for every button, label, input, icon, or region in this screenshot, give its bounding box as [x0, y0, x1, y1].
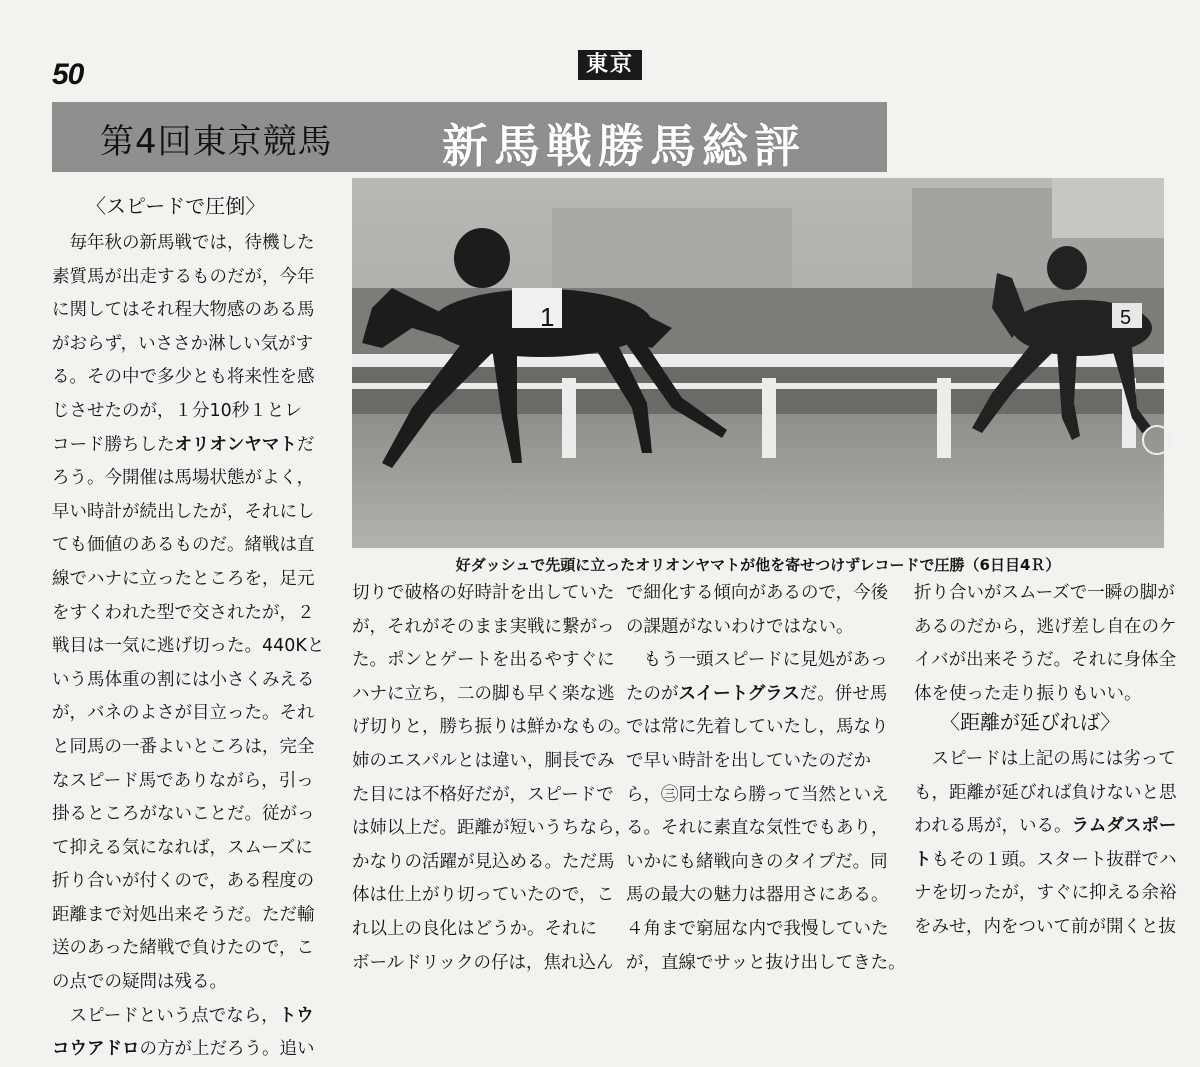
article-line: が，それがそのまま実戦に繋がっ [352, 616, 615, 637]
article-line: 早い時計が続出したが，それにし [52, 501, 315, 522]
article-line: 姉のエスパルとは違い，胴長でみ [352, 750, 615, 771]
article-line: がおらず，いささか淋しい気がす [52, 333, 314, 354]
article-line: もう一頭スピードに見処があっ [643, 650, 888, 671]
title-sub: 第4回東京競馬 [100, 122, 333, 162]
article-line: いかにも緒戦向きのタイプだ。同 [626, 851, 888, 872]
text-run: だ。併せ馬 [799, 683, 888, 704]
horse-name: トウ [278, 1005, 314, 1026]
article-line: 体は仕上がり切っていたので，こ [352, 885, 615, 906]
article-line: かなりの活躍が見込める。ただ馬 [352, 851, 615, 872]
article-line: た目には不格好だが，スピードで [352, 784, 614, 805]
race-photo [352, 178, 1164, 548]
article-line: が，直線でサッと抜け出してきた。 [626, 952, 906, 973]
article-line: の課題がないわけではない。 [626, 616, 854, 637]
article-column-1 [52, 227, 344, 1060]
article-line: る。それに素直な気性でもあり， [626, 818, 889, 839]
article-line: 馬の最大の魅力は器用さにある。 [626, 885, 889, 906]
article-line: れ以上の良化はどうか。それに [352, 918, 597, 939]
article-line: 掛るところがないことだ。従がっ [52, 804, 315, 825]
article-line: 折り合いがスムーズで一瞬の脚が [914, 583, 1175, 603]
article-line: スピードは上記の馬には劣って [931, 749, 1176, 769]
article-line: が，バネのよさが目立った。それ [52, 703, 315, 724]
article-column-4-bottom [914, 743, 1177, 937]
article-line: に関してはそれ程大物感のある馬 [52, 300, 315, 321]
article-column-4-top [914, 577, 1177, 707]
article-line: 切りで破格の好時計を出していた [352, 583, 615, 603]
text-run: われる馬が，いる。 [914, 816, 1072, 837]
article-line: をみせ，内をついて前が開くと抜 [914, 916, 1176, 937]
horse-name: ト [914, 849, 932, 870]
article-line: 折り合いが付くので，ある程度の [52, 871, 315, 892]
title-main: 新馬戦勝馬総評 [442, 119, 806, 173]
article-line: あるのだから，逃げ差し自在のケ [914, 616, 1177, 637]
article-line [52, 429, 344, 463]
horse-name: ラムダスポー [1071, 816, 1177, 837]
text-run: コード勝ちした [52, 434, 175, 455]
article-line: いう馬体重の割には小さくみえる [52, 669, 315, 690]
text-run: スピードという点でなら， [69, 1005, 279, 1026]
text-run: たのが [626, 683, 679, 704]
article-line [914, 844, 1177, 878]
article-line: る。その中で多少とも将来性を感 [52, 367, 315, 388]
article-column-3 [626, 577, 906, 973]
article-line: 戦目は一気に逃げ切った。440Kと [52, 636, 325, 657]
article-line: ボールドリックの仔は，焦れ込ん [352, 952, 614, 973]
text-run: もその１頭。スタート抜群でハ [931, 849, 1177, 870]
article-line: も，距離が延びれば負けないと思 [914, 782, 1177, 803]
article-line: 線でハナに立ったところを，足元 [52, 568, 315, 589]
horse-name: スイートグラス [678, 683, 800, 704]
article-line: で早い時計を出していたのだか [626, 750, 871, 771]
article-line: の点での疑問は残る。 [52, 972, 227, 993]
article-line: げ切りと，勝ち振りは鮮かなもの。 [352, 717, 632, 738]
article-line [914, 810, 1177, 844]
subhead-speed: 〈スピードで圧倒〉 [86, 194, 266, 218]
article-line: では常に先着していたし，馬なり [626, 717, 889, 738]
text-run: だ [296, 434, 315, 455]
horse-name: コウアドロ [52, 1039, 140, 1060]
article-line: ハナに立ち，二の脚も早く楽な逃 [352, 683, 615, 704]
article-line [626, 678, 888, 712]
article-line: ４角まで窮屈な内で我慢していた [626, 918, 889, 939]
saddle-cloth-number-2: 5 [1120, 307, 1132, 329]
article-line: 距離まで対処出来そうだ。ただ輸 [52, 904, 315, 925]
article-line: 毎年秋の新馬戦では，待機した [69, 233, 315, 253]
article-line: 送のあった緒戦で負けたので，こ [52, 938, 314, 959]
article-line: ても価値のあるものだ。緒戦は直 [52, 535, 315, 556]
article-line: イバが出来そうだ。それに身体全 [914, 650, 1177, 671]
article-line: ナを切ったが，すぐに抑える余裕 [914, 883, 1177, 904]
title-banner [52, 102, 887, 172]
article-column-2 [352, 577, 632, 973]
article-line: をすくわれた型で交されたが，２ [52, 602, 315, 623]
page-number: 50 [52, 58, 84, 91]
photo-caption: 好ダッシュで先頭に立ったオリオンヤマトが他を寄せつけずレコードで圧勝（6日目4Ｒ） [455, 556, 1061, 574]
article-line: ろう。今開催は馬場状態がよく， [52, 468, 315, 489]
article-line: と同馬の一番よいところは，完全 [52, 736, 315, 757]
article-line: て抑える気になれば，スムーズに [52, 837, 313, 858]
saddle-cloth-number-1: 1 [540, 302, 555, 332]
article-line: じさせたのが，１分10秒１とレ [52, 400, 302, 421]
text-run: の方が上だろう。追い [139, 1039, 315, 1060]
article-line: は姉以上だ。距離が短いうちなら， [352, 818, 632, 839]
article-line [52, 1033, 344, 1067]
section-tag: 東京 [578, 50, 642, 80]
subhead-distance: 〈距離が延びれば〉 [940, 710, 1121, 734]
article-line: なスピード馬でありながら，引っ [52, 770, 314, 791]
article-line: 素質馬が出走するものだが，今年 [52, 266, 315, 287]
horse-name: オリオンヤマト [174, 434, 297, 455]
article-line: で細化する傾向があるので，今後 [626, 583, 889, 603]
article-line: ら，㊂同士なら勝って当然といえ [626, 784, 889, 805]
article-line [52, 1000, 344, 1034]
article-line: た。ポンとゲートを出るやすぐに [352, 650, 615, 671]
article-line: 体を使った走り振りもいい。 [914, 683, 1142, 704]
